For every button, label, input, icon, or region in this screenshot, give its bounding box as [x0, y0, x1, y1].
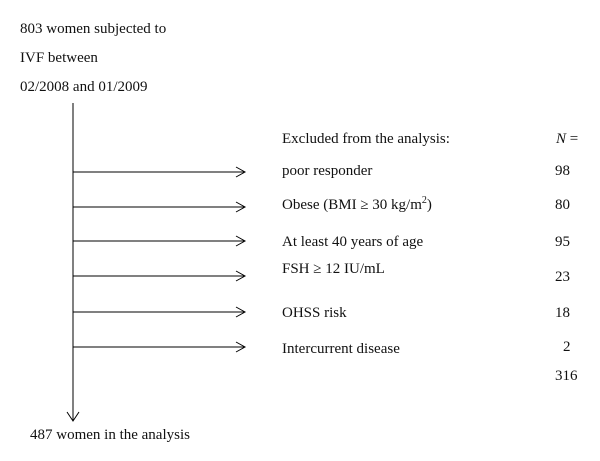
exclusion-count-3: 95: [555, 234, 570, 250]
n-symbol: N: [556, 131, 567, 147]
exclusion-label-2-post: ): [426, 197, 432, 213]
exclusion-label-1: poor responder: [282, 163, 373, 179]
source-line-1: 803 women subjected to: [20, 21, 167, 37]
exclusion-count-6: 2: [563, 339, 571, 355]
exclusion-arrow-1: [73, 167, 245, 177]
exclusion-count-2: 80: [555, 197, 570, 213]
excluded-header: Excluded from the analysis:: [282, 131, 450, 147]
exclusion-arrow-6: [73, 342, 245, 352]
exclusion-count-1: 98: [555, 163, 570, 179]
exclusion-count-4: 23: [555, 269, 570, 285]
exclusion-label-2: [282, 192, 432, 214]
n-equals: =: [566, 131, 579, 147]
exclusion-arrow-3: [73, 236, 245, 246]
exclusion-arrow-5: [73, 307, 245, 317]
exclusion-label-3: At least 40 years of age: [282, 234, 424, 250]
source-line-3: 02/2008 and 01/2009: [20, 79, 148, 95]
exclusion-label-4: FSH ≥ 12 IU/mL: [282, 261, 385, 277]
result-label: 487 women in the analysis: [30, 427, 190, 443]
exclusion-arrow-2: [73, 202, 245, 212]
exclusion-label-2-pre: Obese (BMI ≥ 30 kg/m: [282, 197, 422, 213]
n-header: [556, 130, 578, 148]
source-line-2: IVF between: [20, 50, 98, 66]
total-excluded: 316: [555, 368, 578, 384]
exclusion-label-6: Intercurrent disease: [282, 341, 400, 357]
exclusion-count-5: 18: [555, 305, 570, 321]
exclusion-arrow-4: [73, 271, 245, 281]
exclusion-label-2-sup: 2: [421, 195, 427, 206]
exclusion-label-5: OHSS risk: [282, 305, 347, 321]
